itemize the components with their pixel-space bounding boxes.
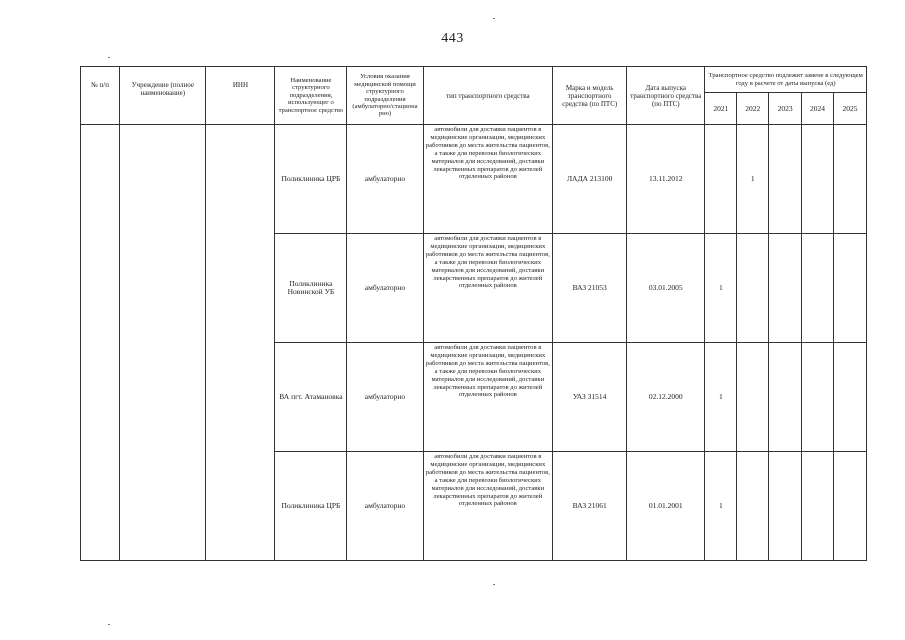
page-number: 443 bbox=[441, 31, 464, 46]
vehicle-type-cell: автомобили для доставки пациентов в медицинские организации, медицинских работников до места жительства пациентов, а также для перевозки биологических материалов для исследований, доставки лекарственных препаратов до жителей отделенных районов bbox=[423, 343, 553, 452]
header-model: Марка и модель транспортного средства (по ПТС) bbox=[553, 67, 627, 125]
num-cell bbox=[81, 125, 120, 561]
issue-date-cell: 02.12.2000 bbox=[627, 343, 705, 452]
header-year-2022: 2022 bbox=[737, 93, 769, 125]
scan-speck bbox=[493, 584, 495, 585]
year-2025-cell bbox=[833, 234, 866, 343]
header-subdivision: Наименование структурного подразделения, использующег о транспортное средство bbox=[275, 67, 347, 125]
scan-speck bbox=[108, 57, 110, 58]
vehicle-type-cell: автомобили для доставки пациентов в медицинские организации, медицинских работников до места жительства пациентов, а также для перевозки биологических материалов для исследований, доставки лекарственных препаратов до жителей отделенных районов bbox=[423, 125, 553, 234]
header-replacement: Транспортное средство подлежит замене в следующем году в расчете от даты выпуска (ед) bbox=[705, 67, 867, 93]
header-inn: ИНН bbox=[206, 67, 275, 125]
header-conditions: Условия оказания медицинской помощи структурного подразделения (амбулаторно/стациона рно) bbox=[347, 67, 423, 125]
year-2025-cell bbox=[833, 125, 866, 234]
subdivision-cell: Поликлиника ЦРБ bbox=[275, 452, 347, 561]
header-issue-date: Дата выпуска транспортного средства (по ПТС) bbox=[627, 67, 705, 125]
year-2025-cell bbox=[833, 452, 866, 561]
issue-date-cell: 03.01.2005 bbox=[627, 234, 705, 343]
vehicle-type-cell: автомобили для доставки пациентов в медицинские организации, медицинских работников до места жительства пациентов, а также для перевозки биологических материалов для исследований, доставки лекарственных препаратов до жителей отделенных районов bbox=[423, 234, 553, 343]
header-year-2023: 2023 bbox=[769, 93, 802, 125]
inn-cell bbox=[206, 125, 275, 561]
year-2023-cell bbox=[769, 125, 802, 234]
vehicle-table bbox=[80, 66, 867, 561]
subdivision-cell: Поликлиника ЦРБ bbox=[275, 125, 347, 234]
institution-cell bbox=[120, 125, 206, 561]
subdivision-cell: ВА пгт. Атамановка bbox=[275, 343, 347, 452]
header-year-2021: 2021 bbox=[705, 93, 737, 125]
year-2021-cell: 1 bbox=[705, 452, 737, 561]
year-2021-cell: 1 bbox=[705, 234, 737, 343]
year-2023-cell bbox=[769, 452, 802, 561]
year-2021-cell bbox=[705, 125, 737, 234]
year-2022-cell: 1 bbox=[737, 125, 769, 234]
year-2024-cell bbox=[802, 234, 834, 343]
model-cell: УАЗ 31514 bbox=[553, 343, 627, 452]
model-cell: ЛАДА 213100 bbox=[553, 125, 627, 234]
year-2024-cell bbox=[802, 125, 834, 234]
issue-date-cell: 01.01.2001 bbox=[627, 452, 705, 561]
header-year-2024: 2024 bbox=[802, 93, 834, 125]
year-2025-cell bbox=[833, 343, 866, 452]
scan-speck bbox=[493, 18, 495, 19]
header-num: № п/п bbox=[81, 67, 120, 125]
year-2023-cell bbox=[769, 343, 802, 452]
year-2024-cell bbox=[802, 343, 834, 452]
vehicle-type-cell: автомобили для доставки пациентов в медицинские организации, медицинских работников до места жительства пациентов, а также для перевозки биологических материалов для исследований, доставки лекарственных препаратов до жителей отделенных районов bbox=[423, 452, 553, 561]
conditions-cell: амбулаторно bbox=[347, 452, 423, 561]
year-2022-cell bbox=[737, 234, 769, 343]
year-2023-cell bbox=[769, 234, 802, 343]
year-2024-cell bbox=[802, 452, 834, 561]
year-2022-cell bbox=[737, 452, 769, 561]
header-vehicle-type: тип транспортного средства bbox=[423, 67, 553, 125]
year-2021-cell: 1 bbox=[705, 343, 737, 452]
subdivision-cell: Поликлиника Новинской УБ bbox=[275, 234, 347, 343]
scan-speck bbox=[108, 624, 110, 625]
conditions-cell: амбулаторно bbox=[347, 234, 423, 343]
header-year-2025: 2025 bbox=[833, 93, 866, 125]
table-row bbox=[81, 125, 867, 234]
header-institution: Учреждение (полное наименование) bbox=[120, 67, 206, 125]
conditions-cell: амбулаторно bbox=[347, 125, 423, 234]
model-cell: ВАЗ 21061 bbox=[553, 452, 627, 561]
year-2022-cell bbox=[737, 343, 769, 452]
conditions-cell: амбулаторно bbox=[347, 343, 423, 452]
issue-date-cell: 13.11.2012 bbox=[627, 125, 705, 234]
model-cell: ВАЗ 21053 bbox=[553, 234, 627, 343]
